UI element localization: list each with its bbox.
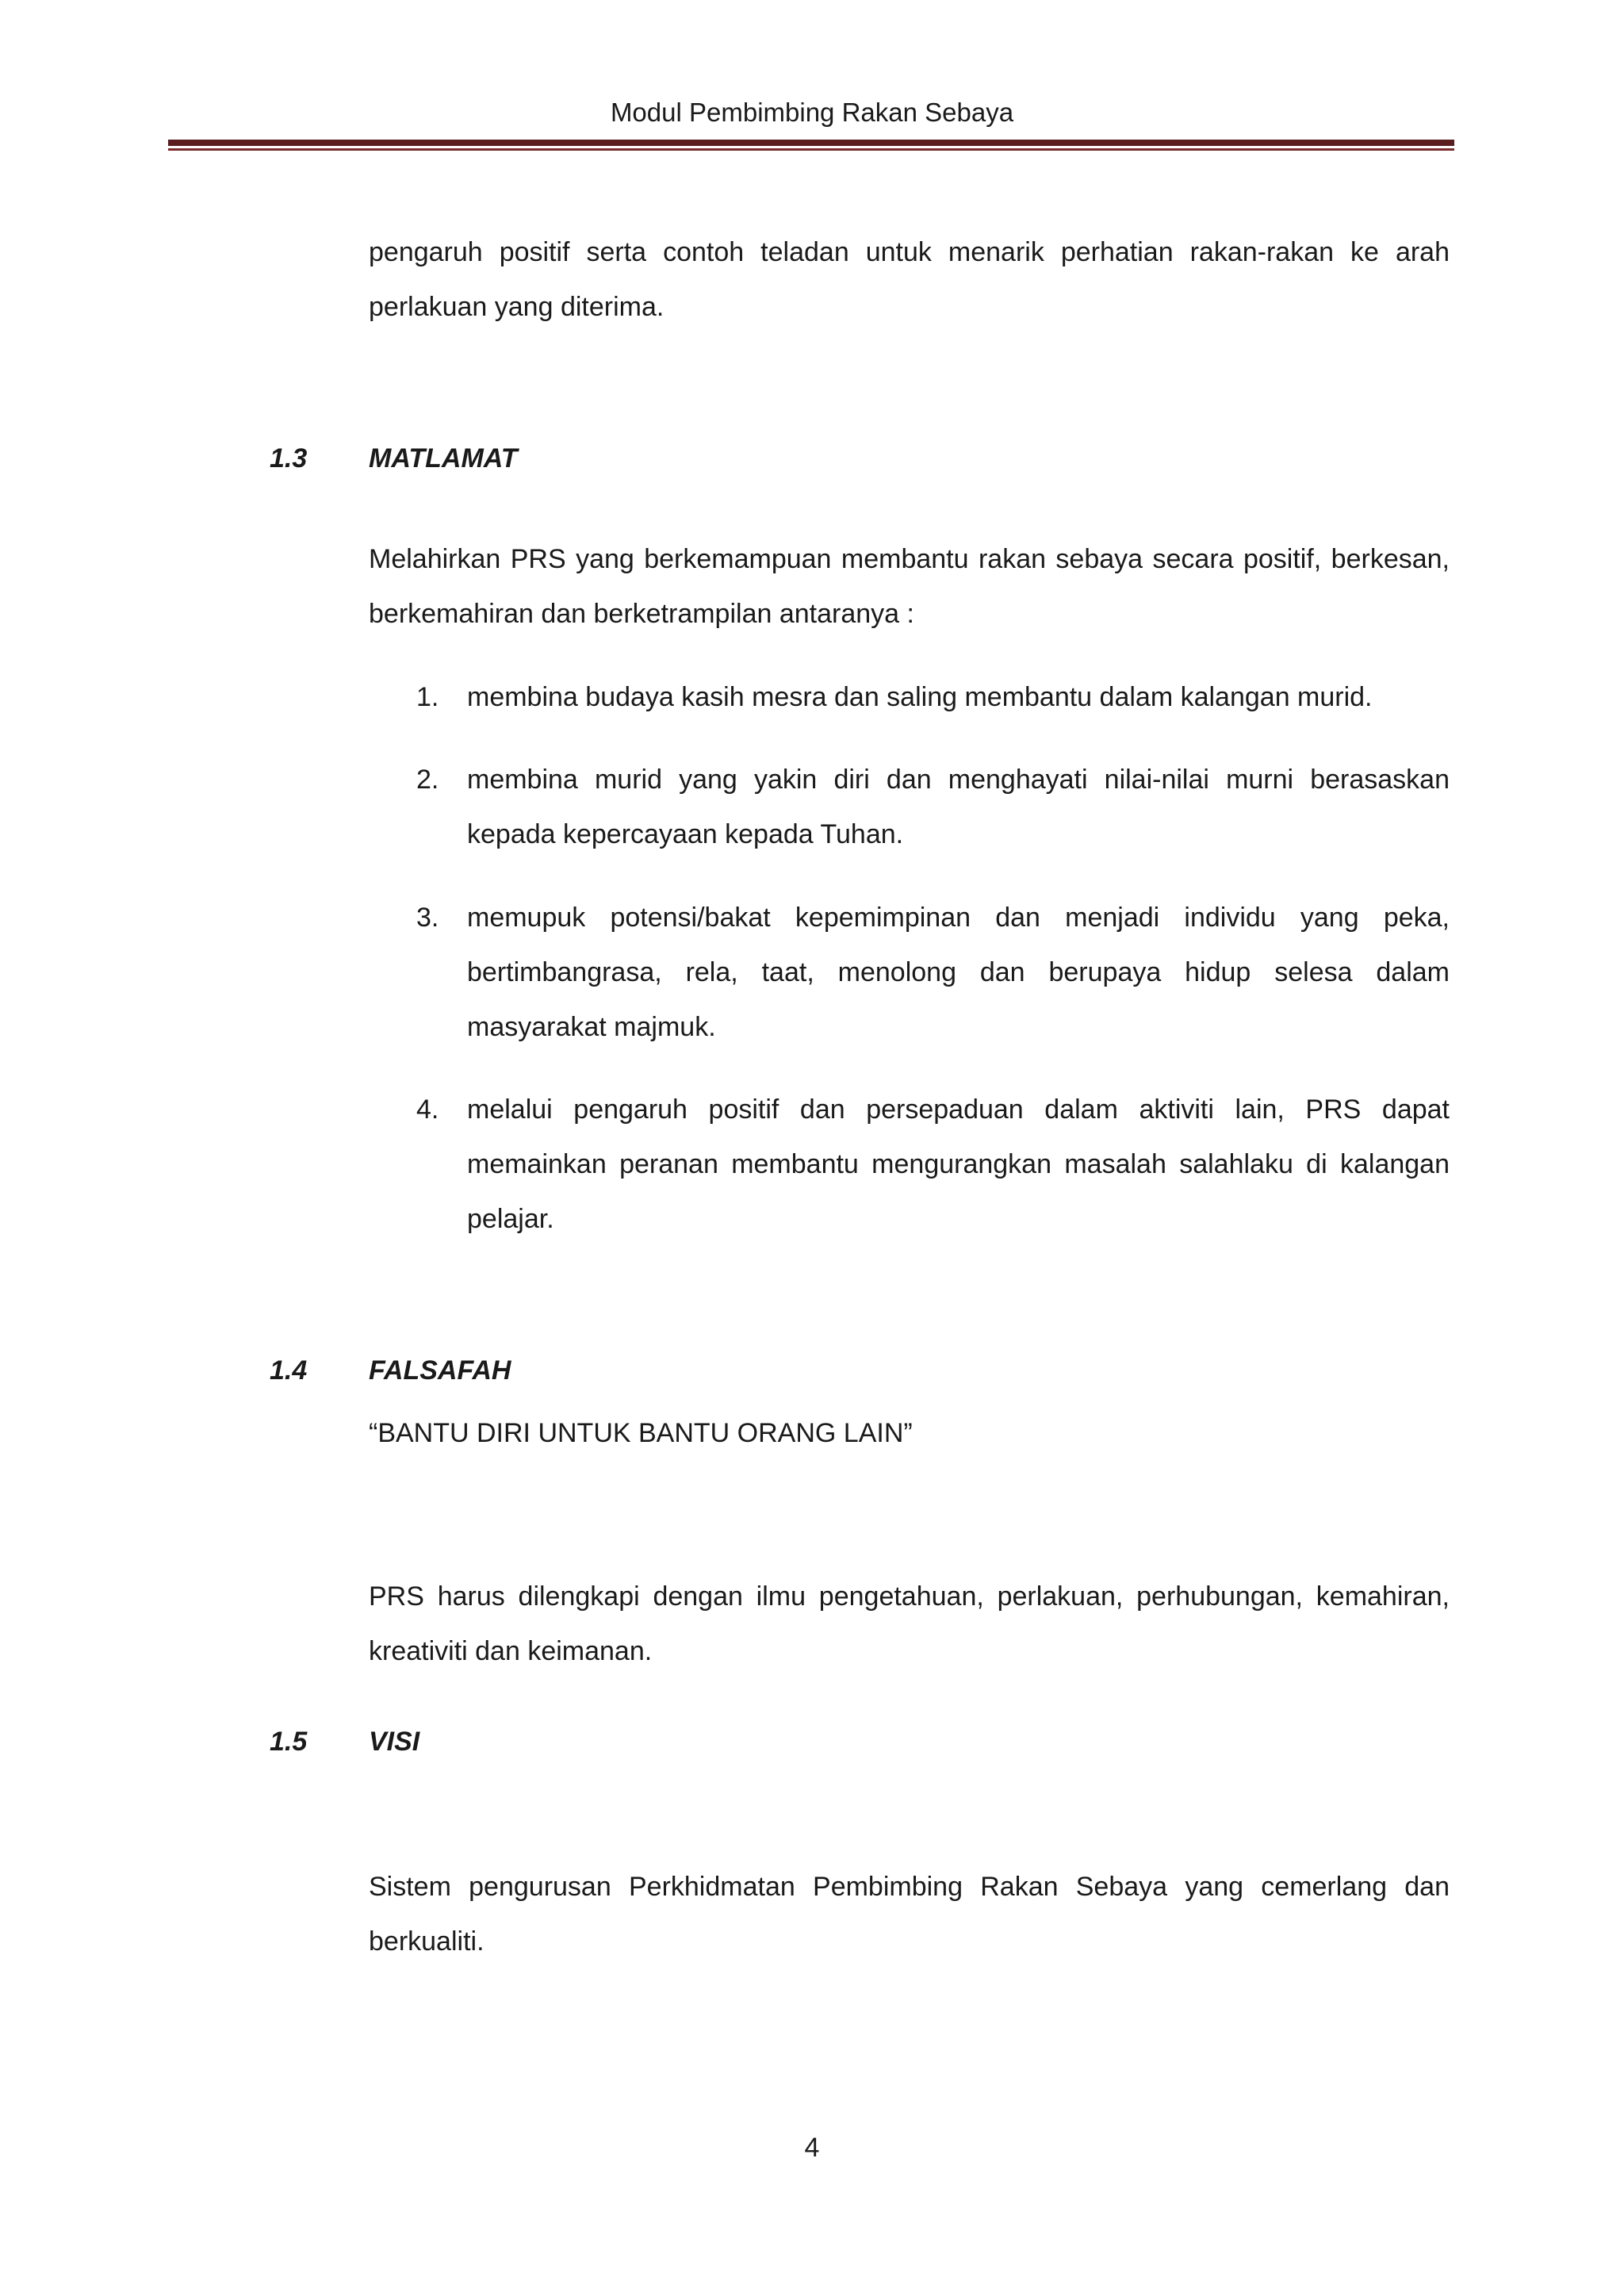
list-item-text: melalui pengaruh positif dan persepaduan dalam aktiviti lain, PRS dapat memainkan peranan membantu mengurangkan masalah salahlaku di kalangan pelajar. bbox=[467, 1094, 1450, 1234]
falsafah-body-paragraph: PRS harus dilengkapi dengan ilmu pengetahuan, perlakuan, perhubungan, kemahiran, kreativiti dan keimanan. bbox=[369, 1581, 1450, 1666]
list-item-number: 2. bbox=[416, 765, 439, 795]
section-number-visi: 1.5 bbox=[270, 1727, 308, 1757]
list-item-number: 1. bbox=[416, 682, 439, 712]
list-item-number: 4. bbox=[416, 1094, 439, 1125]
list-item-text: membina murid yang yakin diri dan menghayati nilai-nilai murni berasaskan kepada kepercayaan kepada Tuhan. bbox=[467, 765, 1450, 849]
section-number-falsafah: 1.4 bbox=[270, 1355, 308, 1386]
section-title-matlamat: MATLAMAT bbox=[369, 443, 518, 473]
section-title-visi: VISI bbox=[369, 1727, 420, 1757]
intro-paragraph: pengaruh positif serta contoh teladan untuk menarik perhatian rakan-rakan ke arah perlakuan yang diterima. bbox=[369, 237, 1450, 322]
falsafah-motto: “BANTU DIRI UNTUK BANTU ORANG LAIN” bbox=[369, 1418, 913, 1448]
header-rule-thick bbox=[168, 140, 1454, 146]
list-item-text: memupuk potensi/bakat kepemimpinan dan menjadi individu yang peka, bertimbangrasa, rela, taat, menolong dan berupaya hidup selesa dalam masyarakat majmuk. bbox=[467, 903, 1450, 1042]
matlamat-lead-paragraph: Melahirkan PRS yang berkemampuan membantu rakan sebaya secara positif, berkesan, berkemahiran dan berketrampilan antaranya : bbox=[369, 544, 1450, 629]
visi-body-paragraph: Sistem pengurusan Perkhidmatan Pembimbing Rakan Sebaya yang cemerlang dan berkualiti. bbox=[369, 1872, 1450, 1957]
header-rule-thin bbox=[168, 148, 1454, 151]
page-number: 4 bbox=[804, 2133, 820, 2163]
list-item-text: membina budaya kasih mesra dan saling membantu dalam kalangan murid. bbox=[467, 682, 1373, 712]
list-item-number: 3. bbox=[416, 903, 439, 933]
section-number-matlamat: 1.3 bbox=[270, 443, 308, 473]
section-title-falsafah: FALSAFAH bbox=[369, 1355, 511, 1386]
page-header: Modul Pembimbing Rakan Sebaya bbox=[610, 98, 1014, 127]
